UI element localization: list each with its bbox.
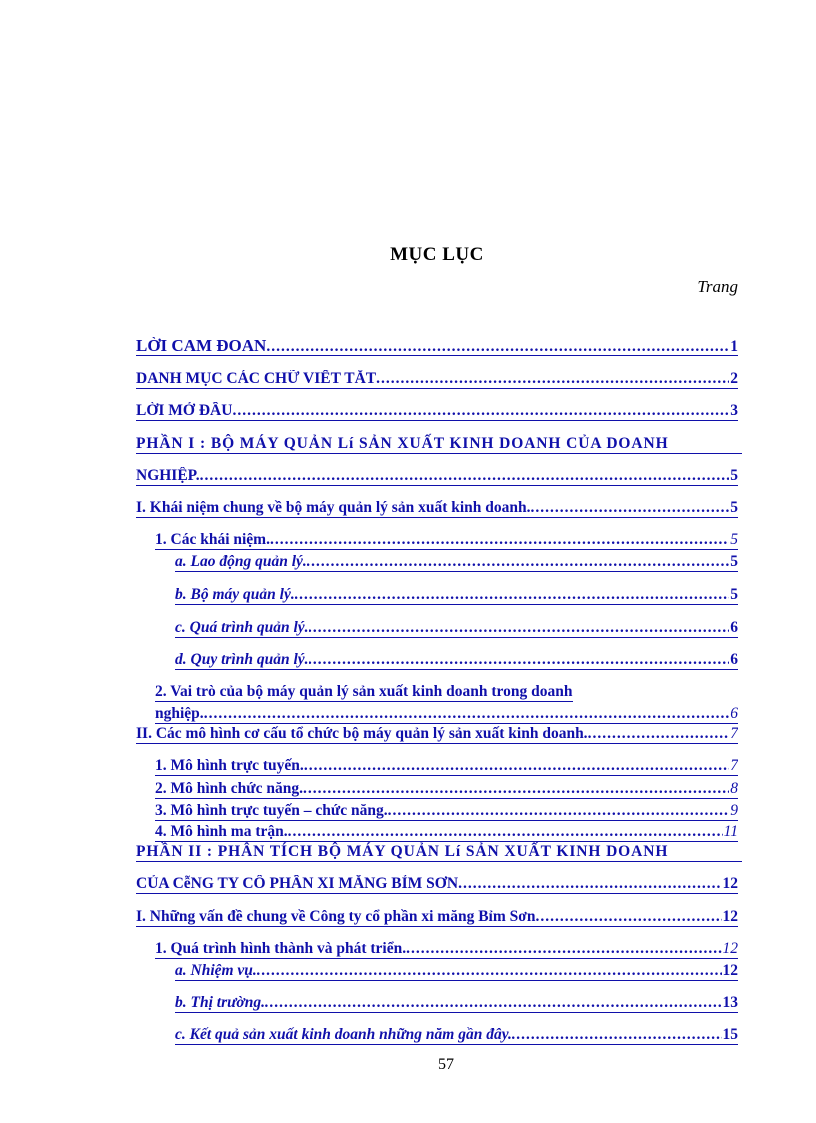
toc-title: MỤC LỤC xyxy=(390,244,484,265)
toc-entry-phan-2-line2[interactable]: CỦA CễNG TY CỔ PHẦN XI MĂNG BỈM SƠN ..... 12 xyxy=(136,875,738,894)
toc-entry-II-cac-mo-hinh[interactable]: II. Các mô hình cơ cấu tổ chức bộ máy quản lý sản xuất kinh doanh. ..... 7 xyxy=(136,725,738,744)
toc-entry-2-vai-tro-line2[interactable]: nghiệp. ..... 6 xyxy=(155,705,738,724)
toc-entry-a-lao-dong[interactable]: a. Lao động quản lý. ..... 5 xyxy=(175,553,738,572)
toc-entry-I-nhung-van-de[interactable]: I. Những vấn đề chung về Công ty cổ phần xi măng Bỉm Sơn ..... 12 xyxy=(136,908,738,927)
toc-entry-danh-muc[interactable]: DANH MỤC CÁC CHỮ VIẾT TẮT ..... 2 xyxy=(136,370,738,389)
toc-entry-1-qua-trinh-hinh-thanh[interactable]: 1. Quá trình hình thành và phát triển. ..... 12 xyxy=(155,940,738,959)
toc-entry-c-ket-qua[interactable]: c. Kết quả sản xuất kinh doanh những năm gần đây. ..... 15 xyxy=(175,1026,738,1045)
page-column-label: Trang xyxy=(697,277,738,296)
toc-entry-c-qua-trinh[interactable]: c. Quá trình quản lý. ..... 6 xyxy=(175,619,738,638)
toc-entry-b-bo-may[interactable]: b. Bộ máy quản lý. ..... 5 xyxy=(175,586,738,605)
toc-entry-a-nhiem-vu[interactable]: a. Nhiệm vụ. ..... 12 xyxy=(175,962,738,981)
toc-entry-1-cac-khai-niem[interactable]: 1. Các khái niệm. ..... 5 xyxy=(155,531,738,550)
toc-entry-3-truc-tuyen-chuc-nang[interactable]: 3. Mô hình trực tuyến – chức năng. ..... 9 xyxy=(155,802,738,821)
toc-entry-I-khai-niem-chung[interactable]: I. Khái niệm chung về bộ máy quản lý sản xuất kinh doanh. ..... 5 xyxy=(136,499,738,518)
toc-entry-phan-2-line1[interactable]: PHẦN II : PHÂN TÍCH BỘ MÁY QUẢN Lí SẢN XUẤT KINH DOANH xyxy=(136,843,742,862)
toc-entry-2-chuc-nang[interactable]: 2. Mô hình chức năng. ..... 8 xyxy=(155,780,738,799)
toc-entry-d-quy-trinh[interactable]: d. Quy trình quản lý. ..... 6 xyxy=(175,651,738,670)
toc-entry-loi-cam-doan[interactable]: LỜI CAM ĐOAN ..... 1 xyxy=(136,337,738,356)
page-number: 57 xyxy=(438,1056,454,1073)
toc-entry-1-truc-tuyen[interactable]: 1. Mô hình trực tuyến. ..... 7 xyxy=(155,757,738,776)
toc-entry-2-vai-tro-line1[interactable]: 2. Vai trò của bộ máy quản lý sản xuất kinh doanh trong doanh xyxy=(155,683,573,700)
toc-entry-loi-mo-dau[interactable]: LỜI MỞ ĐẦU ..... 3 xyxy=(136,402,738,421)
toc-entry-b-thi-truong[interactable]: b. Thị trường. ..... 13 xyxy=(175,994,738,1013)
toc-entry-4-ma-tran[interactable]: 4. Mô hình ma trận. ..... 11 xyxy=(155,823,738,842)
toc-entry-phan-1-line1[interactable]: PHẦN I : BỘ MÁY QUẢN Lí SẢN XUẤT KINH DOANH CỦA DOANH xyxy=(136,435,742,454)
toc-entry-phan-1-line2[interactable]: NGHIỆP. ..... 5 xyxy=(136,467,738,486)
